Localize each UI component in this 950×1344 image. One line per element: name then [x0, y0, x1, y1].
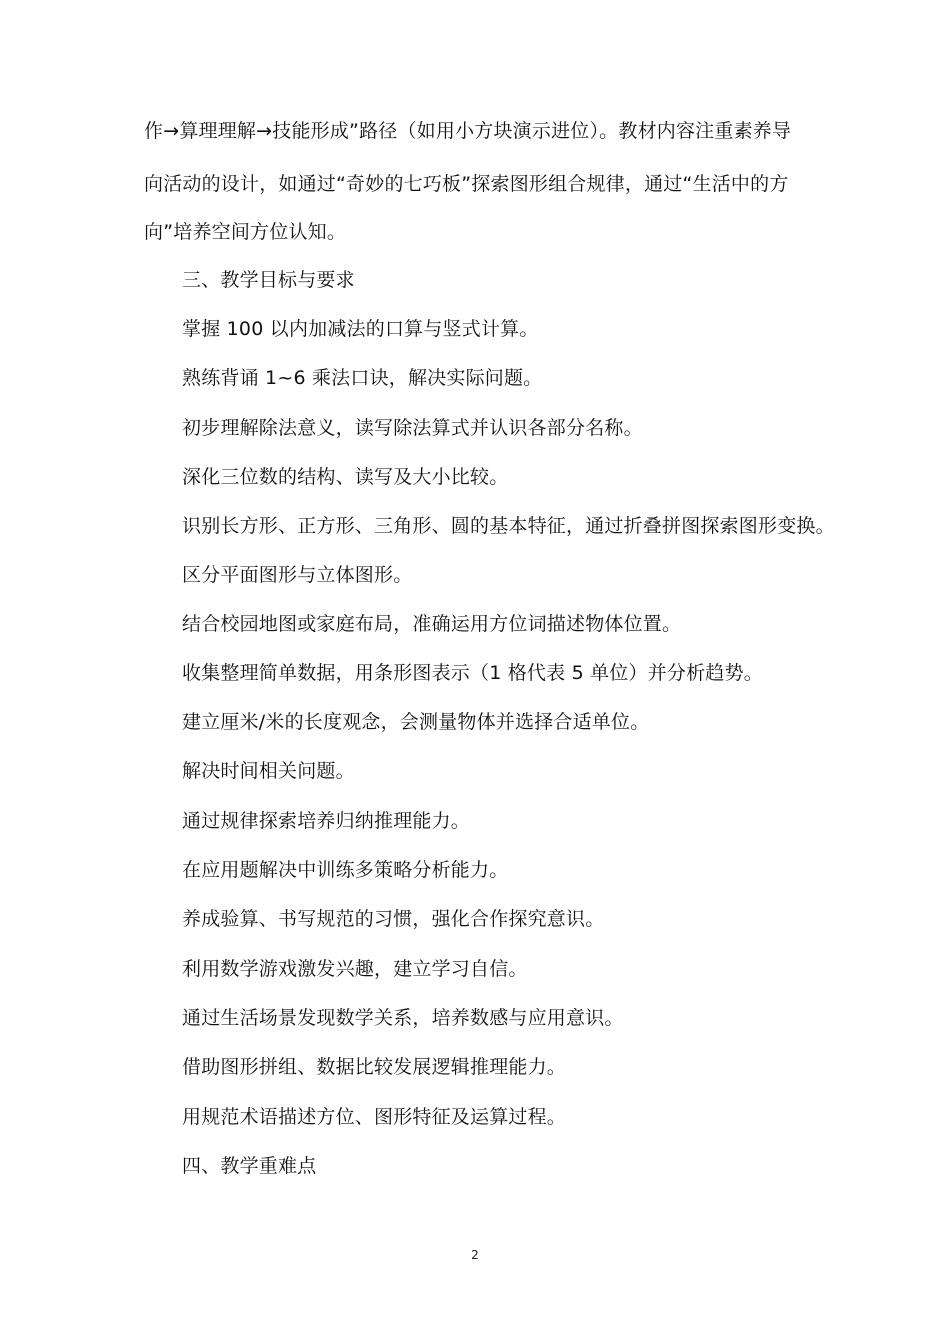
section-three-heading: 三、教学目标与要求 — [182, 269, 355, 291]
goal-item: 借助图形拼组、数据比较发展逻辑推理能力。 — [182, 1056, 567, 1078]
goal-item: 用规范术语描述方位、图形特征及运算过程。 — [182, 1106, 567, 1128]
goal-item: 结合校园地图或家庭布局，准确运用方位词描述物体位置。 — [182, 613, 682, 635]
goal-item: 建立厘米/米的长度观念，会测量物体并选择合适单位。 — [182, 711, 650, 733]
goal-item: 养成验算、书写规范的习惯，强化合作探究意识。 — [182, 908, 605, 930]
goal-item: 掌握 100 以内加减法的口算与竖式计算。 — [182, 318, 539, 340]
page-number: 2 — [471, 1248, 479, 1262]
goal-item: 通过规律探索培养归纳推理能力。 — [182, 810, 471, 832]
goal-item: 收集整理简单数据，用条形图表示（1 格代表 5 单位）并分析趋势。 — [182, 662, 763, 684]
intro-paragraph-line: 向活动的设计，如通过“奇妙的七巧板”探索图形组合规律，通过“生活中的方 — [144, 173, 789, 195]
intro-paragraph-line: 作→算理理解→技能形成”路径（如用小方块演示进位）。教材内容注重素养导 — [144, 120, 792, 142]
goal-item: 通过生活场景发现数学关系，培养数感与应用意识。 — [182, 1007, 624, 1029]
section-four-heading: 四、教学重难点 — [182, 1155, 317, 1177]
goal-item: 识别长方形、正方形、三角形、圆的基本特征，通过折叠拼图探索图形变换。 — [182, 515, 835, 537]
goal-item: 熟练背诵 1~6 乘法口诀，解决实际问题。 — [182, 367, 543, 389]
goal-item: 利用数学游戏激发兴趣，建立学习自信。 — [182, 958, 528, 980]
goal-item: 解决时间相关问题。 — [182, 760, 355, 782]
goal-item: 初步理解除法意义，读写除法算式并认识各部分名称。 — [182, 417, 643, 439]
intro-paragraph-line: 向”培养空间方位认知。 — [144, 221, 347, 243]
goal-item: 在应用题解决中训练多策略分析能力。 — [182, 859, 509, 881]
goal-item: 深化三位数的结构、读写及大小比较。 — [182, 466, 509, 488]
goal-item: 区分平面图形与立体图形。 — [182, 564, 413, 586]
